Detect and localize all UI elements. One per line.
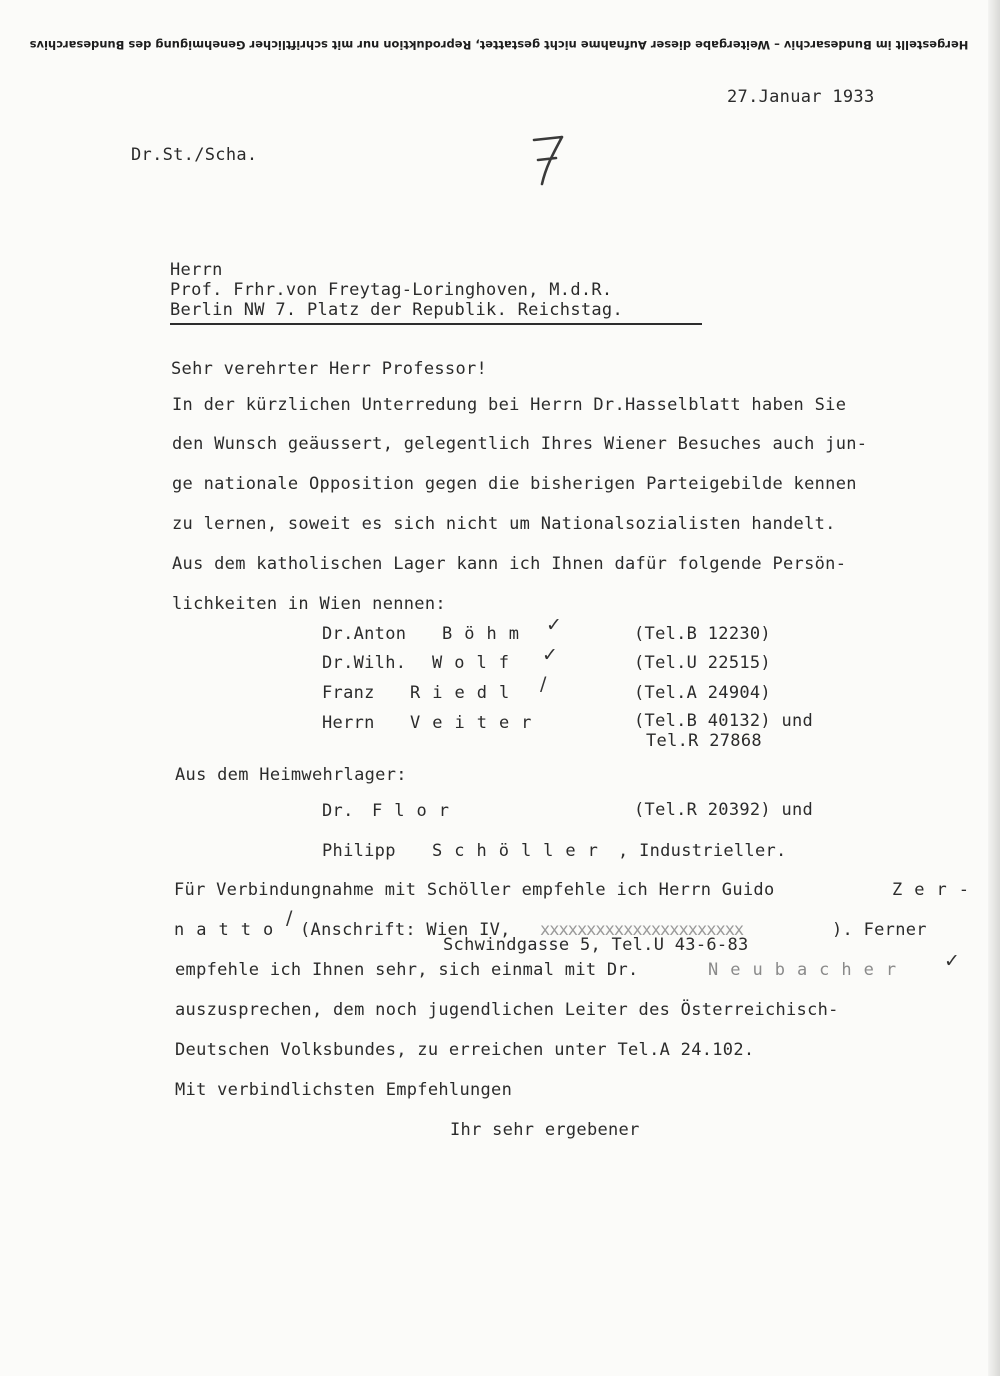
contact-tel: (Tel.U 22515) [634, 653, 771, 673]
contact-name: Wolf [432, 653, 521, 673]
contact-tel: (Tel.R 20392) und [634, 800, 814, 820]
body-line: Deutschen Volksbundes, zu erreichen unter Tel.A 24.102. [175, 1040, 755, 1060]
salutation: Sehr verehrter Herr Professor! [171, 359, 488, 379]
contact-tel-second: Tel.R 27868 [646, 731, 762, 751]
contact-prefix: Dr. [322, 801, 354, 821]
archive-stamp: Hergestellt im Bundesarchiv – Weitergabe dieser Aufnahme nicht gestattet, Reproduktion nur mit schriftlicher Genehmigung des Bundesarchivs [29, 38, 969, 52]
contact-tel: (Tel.A 24904) [634, 683, 771, 703]
address-underline [170, 323, 702, 325]
contact-tel: (Tel.B 12230) [634, 624, 771, 644]
contact-suffix: , Industrieller. [618, 841, 787, 861]
check-mark-icon: ✓ [546, 614, 562, 636]
recipient-line2: Prof. Frhr.von Freytag-Loringhoven, M.d.R. [170, 280, 613, 300]
body-line: lichkeiten in Wien nennen: [172, 594, 446, 614]
struck-text: xxxxxxxxxxxxxxxxxxxxxx [540, 920, 744, 940]
handwritten-seven-icon [528, 132, 568, 188]
body-line: zu lernen, soweit es sich nicht um Nationalsozialisten handelt. [172, 514, 836, 534]
contact-name: Schöller [432, 841, 610, 861]
contact-name: Böhm [442, 624, 531, 644]
contact-prefix: Herrn [322, 713, 375, 733]
signoff: Ihr sehr ergebener [450, 1120, 640, 1140]
contact-name: natto [174, 920, 286, 940]
body-line: ge nationale Opposition gegen die bisherigen Parteigebilde kennen [172, 474, 857, 494]
check-mark-icon: ✓ [944, 950, 960, 972]
recipient-line1: Herrn [170, 260, 223, 280]
recipient-line3: Berlin NW 7. Platz der Republik. Reichstag. [170, 300, 623, 320]
contact-name: Flor [372, 801, 461, 821]
body-line: Aus dem katholischen Lager kann ich Ihnen dafür folgende Persön- [172, 554, 847, 574]
check-mark-icon: / [286, 907, 293, 929]
contact-name: Riedl [410, 683, 522, 703]
closing: Mit verbindlichsten Empfehlungen [175, 1080, 513, 1100]
body-line: auszusprechen, dem noch jugendlichen Leiter des Österreichisch- [175, 1000, 839, 1020]
contact-prefix: Dr.Anton [322, 624, 407, 644]
body-line: In der kürzlichen Unterredung bei Herrn Dr.Hasselblatt haben Sie [172, 395, 847, 415]
contact-name: Veiter [410, 713, 544, 733]
body-line: den Wunsch geäussert, gelegentlich Ihres Wiener Besuches auch jun- [172, 434, 868, 454]
body-line: empfehle ich Ihnen sehr, sich einmal mit Dr. [175, 960, 639, 980]
reference-code: Dr.St./Scha. [131, 145, 258, 165]
letter-date: 27.Januar 1933 [727, 87, 875, 107]
check-mark-icon: ✓ [542, 644, 558, 666]
body-line: Für Verbindungnahme mit Schöller empfehle ich Herrn Guido [174, 880, 775, 900]
contact-tel: (Tel.B 40132) und [634, 711, 814, 731]
contact-prefix: Dr.Wilh. [322, 653, 407, 673]
body-line: ). Ferner [832, 920, 927, 940]
contact-prefix: Philipp [322, 841, 396, 861]
body-line: (Anschrift: Wien IV, [300, 920, 511, 940]
contact-name: Neubacher [708, 960, 909, 980]
contact-name: Zer- [892, 880, 981, 900]
inserted-address: Schwindgasse 5, Tel.U 43-6-83 [443, 935, 749, 955]
heimwehr-heading: Aus dem Heimwehrlager: [175, 765, 407, 785]
check-mark-icon: / [540, 673, 547, 695]
page-edge [988, 0, 1000, 1376]
contact-prefix: Franz [322, 683, 375, 703]
